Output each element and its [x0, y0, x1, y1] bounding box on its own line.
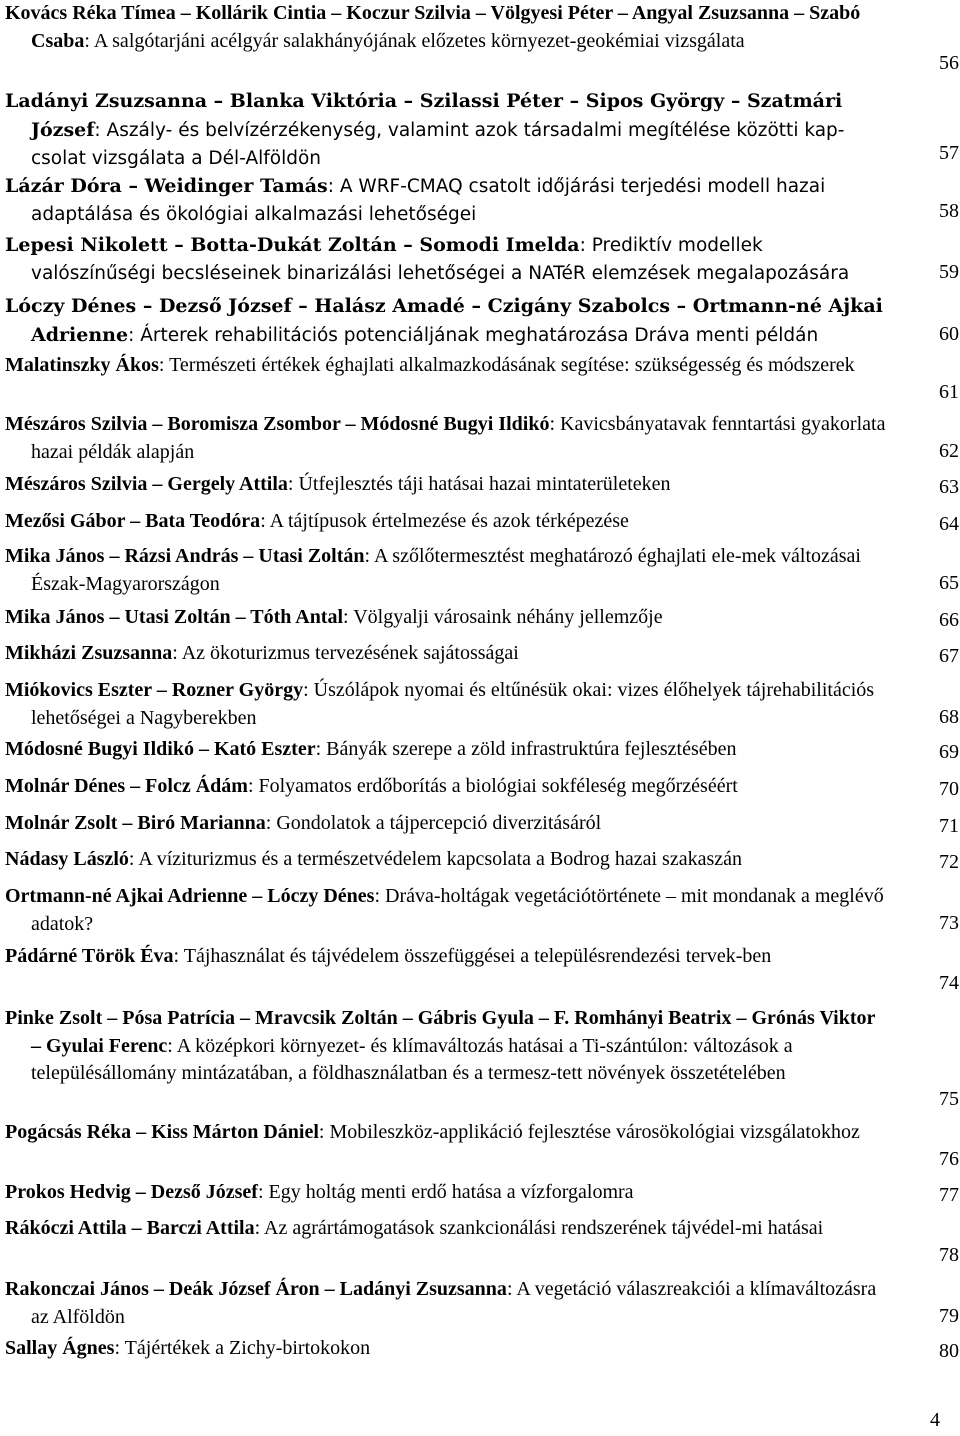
toc-title: Aszály- és belvízérzékenység, valamint azok társadalmi megítélése közötti kap-csolat vizsgálata a Dél-Alföldön	[31, 120, 845, 169]
toc-page-number: 62	[939, 440, 959, 462]
toc-title: Folyamatos erdőborítás a biológiai sokféleség megőrzéséért	[258, 775, 738, 797]
toc-title: Útfejlesztés táji hatásai hazai mintaterületeken	[298, 473, 671, 495]
toc-authors: Molnár Dénes – Folcz Ádám	[5, 775, 248, 797]
toc-authors: Mika János – Utasi Zoltán – Tóth Antal	[5, 606, 344, 628]
toc-page-number: 74	[939, 972, 959, 994]
toc-entry: Mezősi Gábor – Bata Teodóra: A tájtípusok értelmezése és azok térképezése 64	[5, 508, 960, 538]
toc-title: Az agrártámogatások szankcionálási rendszerének tájvédel-mi hatásai	[264, 1217, 824, 1239]
toc-title: Mobileszköz-applikáció fejlesztése városökológiai vizsgálatokhoz	[329, 1121, 860, 1143]
toc-title: Úszólápok nyomai és eltűnésük okai: vizes élőhelyek tájrehabilitációs lehetőségei a Nagyberekben	[31, 679, 875, 729]
toc-page-number: 78	[939, 1244, 959, 1266]
toc-entry: Ortmann-né Ajkai Adrienne – Lóczy Dénes: Dráva-holtágak vegetációtörténete – mit mondanak a meglévő adatok? 73	[5, 883, 960, 937]
toc-authors: Mikházi Zsuzsanna	[5, 642, 173, 664]
toc-page-number: 58	[939, 200, 959, 222]
toc-page-number: 80	[939, 1340, 959, 1362]
toc-authors: Rakonczai János – Deák József Áron – Ladányi Zsuzsanna	[5, 1278, 507, 1300]
toc-title: A szőlőtermesztést meghatározó éghajlati ele-mek változásai Észak-Magyarországon	[31, 545, 861, 595]
toc-entry: Pinke Zsolt – Pósa Patrícia – Mravcsik Zoltán – Gábris Gyula – F. Romhányi Beatrix – Grónás Viktor – Gyulai Ferenc: A középkori környezet- és klímaváltozás hatásai a Ti-szántúlon: változások a településállomány mintázatában, a földhasználatban és a termesz-tett növények összetételében 75	[5, 1005, 960, 1113]
toc-authors: Pogácsás Réka – Kiss Márton Dániel	[5, 1121, 319, 1143]
toc-title: A vegetáció válaszreakciói a klímaváltozásra az Alföldön	[31, 1278, 877, 1328]
toc-entry: Pogácsás Réka – Kiss Márton Dániel: Mobileszköz-applikáció fejlesztése városökológiai vizsgálatokhoz 76	[5, 1119, 960, 1173]
toc-authors: Lóczy Dénes – Dezső József – Halász Amadé – Czigány Szabolcs – Ortmann-né Ajkai Adrienne	[5, 295, 883, 346]
toc-page-number: 57	[939, 142, 959, 164]
toc-entry: Mészáros Szilvia – Gergely Attila: Útfejlesztés táji hatásai hazai mintaterületeken 63	[5, 471, 960, 501]
toc-entry: Prokos Hedvig – Dezső József: Egy holtág menti erdő hatása a vízforgalomra 77	[5, 1179, 960, 1209]
toc-authors: Mezősi Gábor – Bata Teodóra	[5, 510, 261, 532]
toc-title: Az ökoturizmus tervezésének sajátosságai	[181, 642, 519, 664]
toc-title: Dráva-holtágak vegetációtörténete – mit mondanak a meglévő adatok?	[31, 885, 884, 935]
toc-page-number: 64	[939, 513, 959, 535]
toc-entry: Kovács Réka Tímea – Kollárik Cintia – Koczur Szilvia – Völgyesi Péter – Angyal Zsuzsanna – Szabó Csaba: A salgótarjáni acélgyár salakhányójának előzetes környezet-geokémiai vizsgálata 56	[5, 0, 960, 82]
toc-authors: Mészáros Szilvia – Gergely Attila	[5, 473, 288, 495]
toc-page-number: 77	[939, 1184, 959, 1206]
toc-title: Tájértékek a Zichy-birtokokon	[124, 1337, 371, 1359]
toc-authors: Sallay Ágnes	[5, 1337, 115, 1359]
toc-title: A középkori környezet- és klímaváltozás hatásai a Ti-szántúlon: változások a településállomány mintázatában, a földhasználatban és a termesz-tett növények összetételében	[31, 1034, 793, 1084]
toc-page-number: 72	[939, 851, 959, 873]
toc-page-number: 65	[939, 572, 959, 594]
toc-authors: Ortmann-né Ajkai Adrienne – Lóczy Dénes	[5, 885, 375, 907]
toc-page-number: 61	[939, 381, 959, 403]
toc-authors: Mika János – Rázsi András – Utasi Zoltán	[5, 545, 365, 567]
toc-authors: Lepesi Nikolett – Botta-Dukát Zoltán – Somodi Imelda	[5, 234, 580, 256]
toc-entry: Mészáros Szilvia – Boromisza Zsombor – Módosné Bugyi Ildikó: Kavicsbányatavak fenntartási gyakorlata hazai példák alapján 62	[5, 411, 960, 465]
toc-authors: Malatinszky Ákos	[5, 354, 159, 376]
toc-authors: Miókovics Eszter – Rozner György	[5, 679, 304, 701]
toc-authors: Pinke Zsolt – Pósa Patrícia – Mravcsik Zoltán – Gábris Gyula – F. Romhányi Beatrix – Grónás Viktor – Gyulai Ferenc	[5, 1007, 876, 1057]
toc-title: A tájtípusok értelmezése és azok térképezése	[269, 510, 629, 532]
toc-entry: Sallay Ágnes: Tájértékek a Zichy-birtokokon 80	[5, 1335, 960, 1365]
toc-authors: Pádárné Török Éva	[5, 945, 174, 967]
toc-entry: Malatinszky Ákos: Természeti értékek éghajlati alkalmazkodásának segítése: szükségesség és módszerek 61	[5, 352, 960, 406]
toc-page-number: 60	[939, 323, 959, 345]
toc-page-number: 56	[939, 52, 959, 74]
toc-title: A WRF-CMAQ csatolt időjárási terjedési modell hazai adaptálása és ökológiai alkalmazási lehetőségei	[31, 176, 826, 225]
toc-entry: Lázár Dóra – Weidinger Tamás: A WRF-CMAQ csatolt időjárási terjedési modell hazai adaptálása és ökológiai alkalmazási lehetőségei 58	[5, 175, 959, 225]
toc-page-number: 59	[939, 261, 959, 283]
toc-page-number: 66	[939, 609, 959, 631]
toc-page-number: 63	[939, 476, 959, 498]
toc-page-number: 75	[939, 1088, 959, 1110]
toc-entry: Lóczy Dénes – Dezső József – Halász Amadé – Czigány Szabolcs – Ortmann-né Ajkai Adrienne: Árterek rehabilitációs potenciáljának meghatározása Dráva menti példán 60	[5, 295, 959, 346]
toc-entry: Mika János – Utasi Zoltán – Tóth Antal: Völgyalji városaink néhány jellemzője 66	[5, 604, 960, 634]
toc-entry: Ladányi Zsuzsanna – Blanka Viktória – Szilassi Péter – Sipos György – Szatmári József: Aszály- és belvízérzékenység, valamint azok társadalmi megítélése közötti kap-csolat vizsgálata a Dél-Alföldön 57	[5, 90, 959, 169]
toc-page-number: 68	[939, 706, 959, 728]
toc-title: Gondolatok a tájpercepció diverzitásáról	[276, 812, 602, 834]
toc-entry: Molnár Dénes – Folcz Ádám: Folyamatos erdőborítás a biológiai sokféleség megőrzéséért 70	[5, 773, 960, 803]
toc-page-number: 67	[939, 645, 959, 667]
toc-authors: Nádasy László	[5, 848, 129, 870]
toc-entry: Lepesi Nikolett – Botta-Dukát Zoltán – Somodi Imelda: Prediktív modellek valószínűségi becsléseinek binarizálási lehetőségei a NATéR elemzések megalapozására 59	[5, 234, 959, 284]
toc-title: A víziturizmus és a természetvédelem kapcsolata a Bodrog hazai szakaszán	[138, 848, 743, 870]
toc-page-number: 76	[939, 1148, 959, 1170]
toc-authors: Kovács Réka Tímea – Kollárik Cintia – Koczur Szilvia – Völgyesi Péter – Angyal Zsuzsanna – Szabó Csaba	[5, 2, 861, 52]
toc-authors: Módosné Bugyi Ildikó – Kató Eszter	[5, 738, 316, 760]
toc-entry: Miókovics Eszter – Rozner György: Úszólápok nyomai és eltűnésük okai: vizes élőhelyek tájrehabilitációs lehetőségei a Nagyberekben 68	[5, 677, 960, 731]
toc-page-number: 71	[939, 815, 959, 837]
toc-title: Kavicsbányatavak fenntartási gyakorlata hazai példák alapján	[31, 413, 886, 463]
toc-authors: Rákóczi Attila – Barczi Attila	[5, 1217, 255, 1239]
toc-entry: Mikházi Zsuzsanna: Az ökoturizmus tervezésének sajátosságai 67	[5, 640, 960, 670]
toc-entry: Molnár Zsolt – Biró Marianna: Gondolatok a tájpercepció diverzitásáról 71	[5, 810, 960, 840]
toc-entry: Módosné Bugyi Ildikó – Kató Eszter: Bányák szerepe a zöld infrastruktúra fejlesztésében 69	[5, 736, 960, 766]
toc-authors: Lázár Dóra – Weidinger Tamás	[5, 175, 328, 197]
toc-title: Egy holtág menti erdő hatása a vízforgalomra	[268, 1181, 634, 1203]
toc-entry: Rákóczi Attila – Barczi Attila: Az agrártámogatások szankcionálási rendszerének tájvédel-mi hatásai 78	[5, 1215, 960, 1269]
toc-title: A salgótarjáni acélgyár salakhányójának előzetes környezet-geokémiai vizsgálata	[93, 29, 745, 52]
toc-entry: Rakonczai János – Deák József Áron – Ladányi Zsuzsanna: A vegetáció válaszreakciói a klímaváltozásra az Alföldön 79	[5, 1276, 960, 1330]
toc-entry: Nádasy László: A víziturizmus és a természetvédelem kapcsolata a Bodrog hazai szakaszán 72	[5, 846, 960, 876]
toc-title: Bányák szerepe a zöld infrastruktúra fejlesztésében	[326, 738, 737, 760]
toc-entry: Pádárné Török Éva: Tájhasználat és tájvédelem összefüggései a településrendezési tervek-ben 74	[5, 943, 960, 997]
toc-authors: Molnár Zsolt – Biró Marianna	[5, 812, 266, 834]
toc-title: Prediktív modellek valószínűségi becsléseinek binarizálási lehetőségei a NATéR elemzések megalapozására	[31, 235, 850, 284]
toc-authors: Mészáros Szilvia – Boromisza Zsombor – Módosné Bugyi Ildikó	[5, 413, 550, 435]
toc-authors: Prokos Hedvig – Dezső József	[5, 1181, 258, 1203]
toc-title: Völgyalji városaink néhány jellemzője	[353, 606, 663, 628]
toc-page-number: 70	[939, 778, 959, 800]
document-page-number: 4	[930, 1409, 940, 1431]
toc-page-number: 69	[939, 741, 959, 763]
toc-page-number: 79	[939, 1305, 959, 1327]
toc-authors: Ladányi Zsuzsanna – Blanka Viktória – Szilassi Péter – Sipos György – Szatmári József	[5, 90, 843, 141]
toc-title: Tájhasználat és tájvédelem összefüggései a településrendezési tervek-ben	[183, 945, 772, 967]
toc-title: Természeti értékek éghajlati alkalmazkodásának segítése: szükségesség és módszerek	[169, 354, 855, 376]
toc-title: Árterek rehabilitációs potenciáljának meghatározása Dráva menti példán	[140, 325, 819, 346]
toc-entry: Mika János – Rázsi András – Utasi Zoltán: A szőlőtermesztést meghatározó éghajlati ele-mek változásai Észak-Magyarországon 65	[5, 543, 960, 597]
toc-page-number: 73	[939, 912, 959, 934]
